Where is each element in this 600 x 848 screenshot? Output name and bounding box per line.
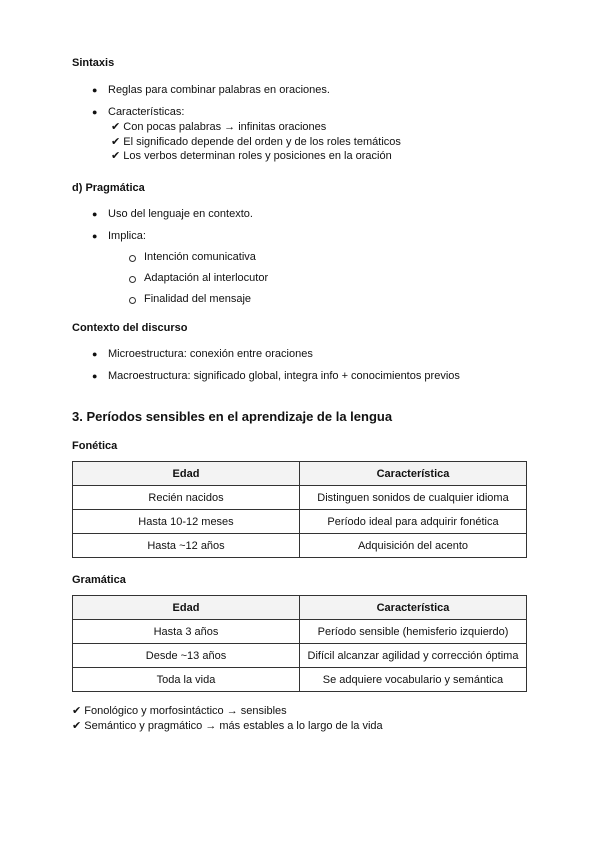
bullet-icon: ●	[92, 231, 98, 241]
bullet-icon: ●	[92, 209, 98, 219]
sintaxis-heading: Sintaxis	[72, 57, 115, 69]
circle-bullet-icon	[129, 297, 136, 304]
contexto-heading: Contexto del discurso	[72, 322, 188, 334]
table-cell: Hasta 3 años	[73, 620, 300, 644]
column-header: Edad	[73, 596, 300, 620]
sub-list-item: Intención comunicativa	[144, 251, 256, 263]
bullet-icon: ●	[92, 85, 98, 95]
table-row	[73, 620, 527, 644]
section-3-heading: 3. Períodos sensibles en el aprendizaje de la lengua	[72, 409, 393, 424]
table-cell: Hasta 10-12 meses	[73, 510, 300, 534]
circle-bullet-icon	[129, 276, 136, 283]
gramatica-table	[72, 595, 527, 692]
fonetica-table	[72, 461, 527, 558]
list-item: Uso del lenguaje en contexto.	[108, 208, 253, 220]
bullet-icon: ●	[92, 371, 98, 381]
pragmatica-heading: d) Pragmática	[72, 182, 145, 194]
table-cell: Toda la vida	[73, 668, 300, 692]
table-row	[73, 486, 527, 510]
bullet-icon: ●	[92, 349, 98, 359]
check-line: ✔ Con pocas palabras → infinitas oraciones	[111, 121, 327, 133]
table-cell: Distinguen sonidos de cualquier idioma	[300, 486, 527, 510]
column-header: Característica	[300, 462, 527, 486]
check-line: ✔ Fonológico y morfosintáctico → sensibles	[72, 705, 287, 717]
table-cell: Adquisición del acento	[300, 534, 527, 558]
table-row	[73, 510, 527, 534]
table-cell: Período sensible (hemisferio izquierdo)	[300, 620, 527, 644]
column-header: Característica	[300, 596, 527, 620]
table-cell: Se adquiere vocabulario y semántica	[300, 668, 527, 692]
list-item: Características:	[108, 106, 185, 118]
table-header-row	[73, 596, 527, 620]
check-line: ✔ El significado depende del orden y de los roles temáticos	[111, 136, 401, 148]
check-line: ✔ Los verbos determinan roles y posiciones en la oración	[111, 150, 392, 162]
table-row	[73, 644, 527, 668]
bullet-icon: ●	[92, 107, 98, 117]
list-item: Microestructura: conexión entre oraciones	[108, 348, 313, 360]
sub-list-item: Adaptación al interlocutor	[144, 272, 269, 284]
table-row	[73, 534, 527, 558]
sub-list-item: Finalidad del mensaje	[144, 293, 252, 305]
table-header-row	[73, 462, 527, 486]
table-cell: Desde ~13 años	[73, 644, 300, 668]
table-cell: Período ideal para adquirir fonética	[300, 510, 527, 534]
check-line: ✔ Semántico y pragmático → más estables a lo largo de la vida	[72, 720, 383, 732]
column-header: Edad	[73, 462, 300, 486]
fonetica-heading: Fonética	[72, 440, 118, 452]
list-item: Reglas para combinar palabras en oraciones.	[108, 84, 330, 96]
table-row	[73, 668, 527, 692]
gramatica-heading: Gramática	[72, 574, 126, 586]
table-cell: Recién nacidos	[73, 486, 300, 510]
table-cell: Hasta ~12 años	[73, 534, 300, 558]
list-item: Macroestructura: significado global, integra info + conocimientos previos	[108, 370, 460, 382]
list-item: Implica:	[108, 230, 146, 242]
circle-bullet-icon	[129, 255, 136, 262]
table-cell: Difícil alcanzar agilidad y corrección óptima	[300, 644, 527, 668]
